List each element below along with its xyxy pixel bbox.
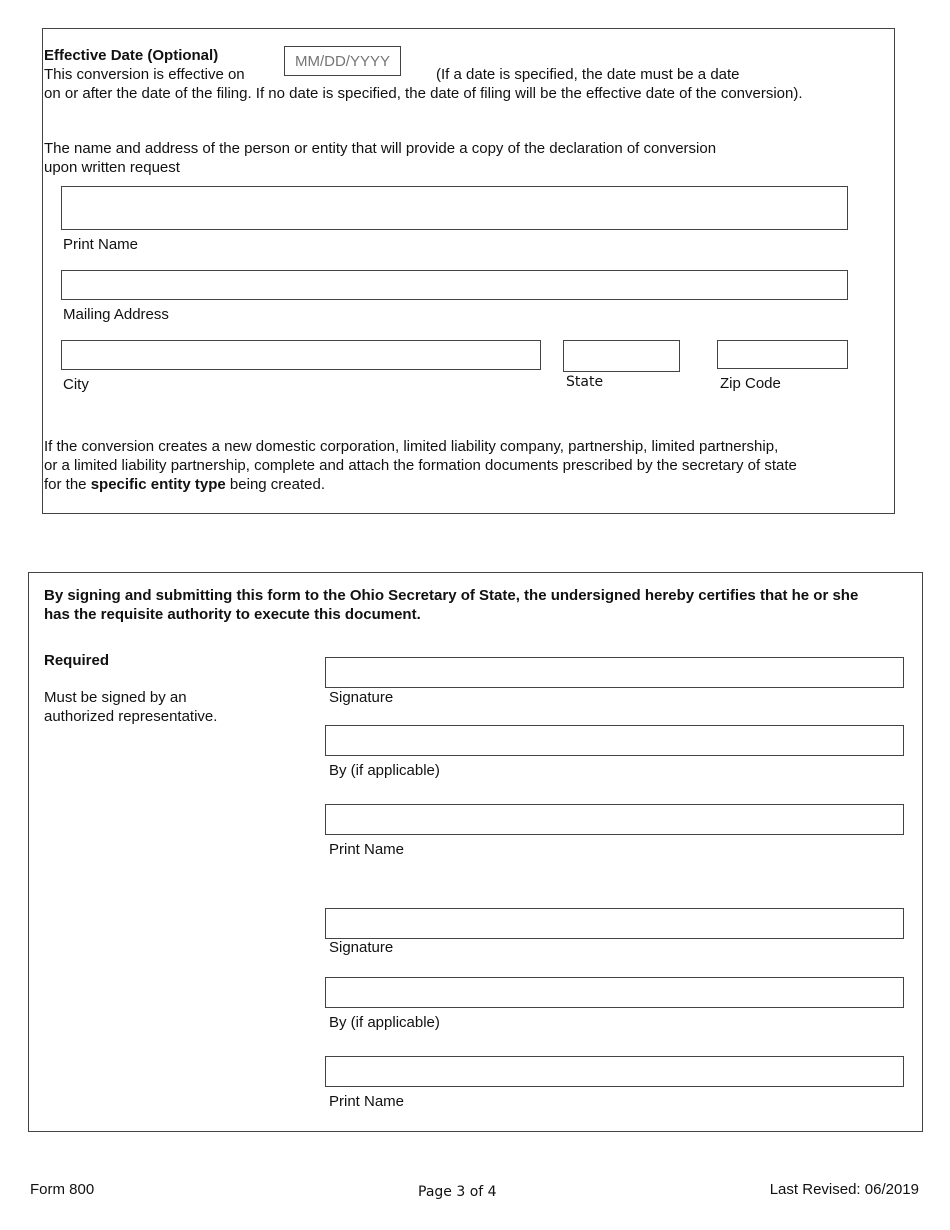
contact-intro-line1: The name and address of the person or entity that will provide a copy of the declaration of conversion [44,140,717,157]
formation-note-prefix: for the [44,476,87,493]
formation-note-line2: or a limited liability partnership, complete and attach the formation documents prescribed by the secretary of state [44,457,797,474]
by-field-1[interactable] [325,725,904,756]
effective-date-prefix: This conversion is effective on [44,66,245,83]
print-name-input-1[interactable] [326,805,903,834]
zip-code-label: Zip Code [720,375,781,392]
contact-intro-line2: upon written request [44,159,180,176]
mailing-address-label: Mailing Address [63,306,169,323]
formation-note-entity-type: specific entity type [90,476,226,493]
state-field[interactable] [563,340,680,372]
page-number: Page 3 of 4 [418,1184,497,1200]
city-field[interactable] [61,340,541,370]
state-input[interactable] [564,341,679,371]
by-input-1[interactable] [326,726,903,755]
must-sign-line1: Must be signed by an [44,689,187,706]
mailing-address-input[interactable] [62,271,847,299]
signature-input-1[interactable] [326,658,903,687]
print-name-field-2[interactable] [325,1056,904,1087]
contact-print-name-field[interactable] [61,186,848,230]
by-label-2: By (if applicable) [329,1014,440,1031]
print-name-input-2[interactable] [326,1057,903,1086]
zip-code-input[interactable] [718,341,847,368]
zip-code-field[interactable] [717,340,848,369]
print-name-label-1: Print Name [329,841,405,858]
signature-label-1: Signature [329,689,394,706]
formation-note-line3 [44,475,325,494]
city-label: City [63,376,89,393]
formation-note-line1: If the conversion creates a new domestic corporation, limited liability company, partnership, limited partnership, [44,438,779,455]
signature-input-2[interactable] [326,909,903,938]
certify-line2: has the requisite authority to execute this document. [44,606,421,623]
state-label: State [566,374,604,390]
must-sign-line2: authorized representative. [44,708,218,725]
contact-print-name-label: Print Name [63,236,139,253]
last-revised: Last Revised: 06/2019 [769,1181,919,1198]
effective-date-input[interactable] [284,46,401,76]
by-label-1: By (if applicable) [329,762,440,779]
signature-section [28,572,923,1132]
by-field-2[interactable] [325,977,904,1008]
city-input[interactable] [62,341,540,369]
form-number: Form 800 [30,1181,95,1198]
required-label: Required [44,652,110,669]
effective-date-suffix: (If a date is specified, the date must be a date [436,66,740,83]
contact-print-name-input[interactable] [62,187,847,229]
effective-date-heading: Effective Date (Optional) [44,47,219,64]
print-name-label-2: Print Name [329,1093,405,1110]
signature-field-2[interactable] [325,908,904,939]
effective-date-note: on or after the date of the filing. If no date is specified, the date of filing will be the effective date of the conversion). [44,85,803,102]
by-input-2[interactable] [326,978,903,1007]
formation-note-suffix: being created. [229,476,325,493]
print-name-field-1[interactable] [325,804,904,835]
mailing-address-field[interactable] [61,270,848,300]
signature-label-2: Signature [329,939,394,956]
signature-field-1[interactable] [325,657,904,688]
certify-line1: By signing and submitting this form to the Ohio Secretary of State, the undersigned hereby certifies that he or she [44,587,859,604]
